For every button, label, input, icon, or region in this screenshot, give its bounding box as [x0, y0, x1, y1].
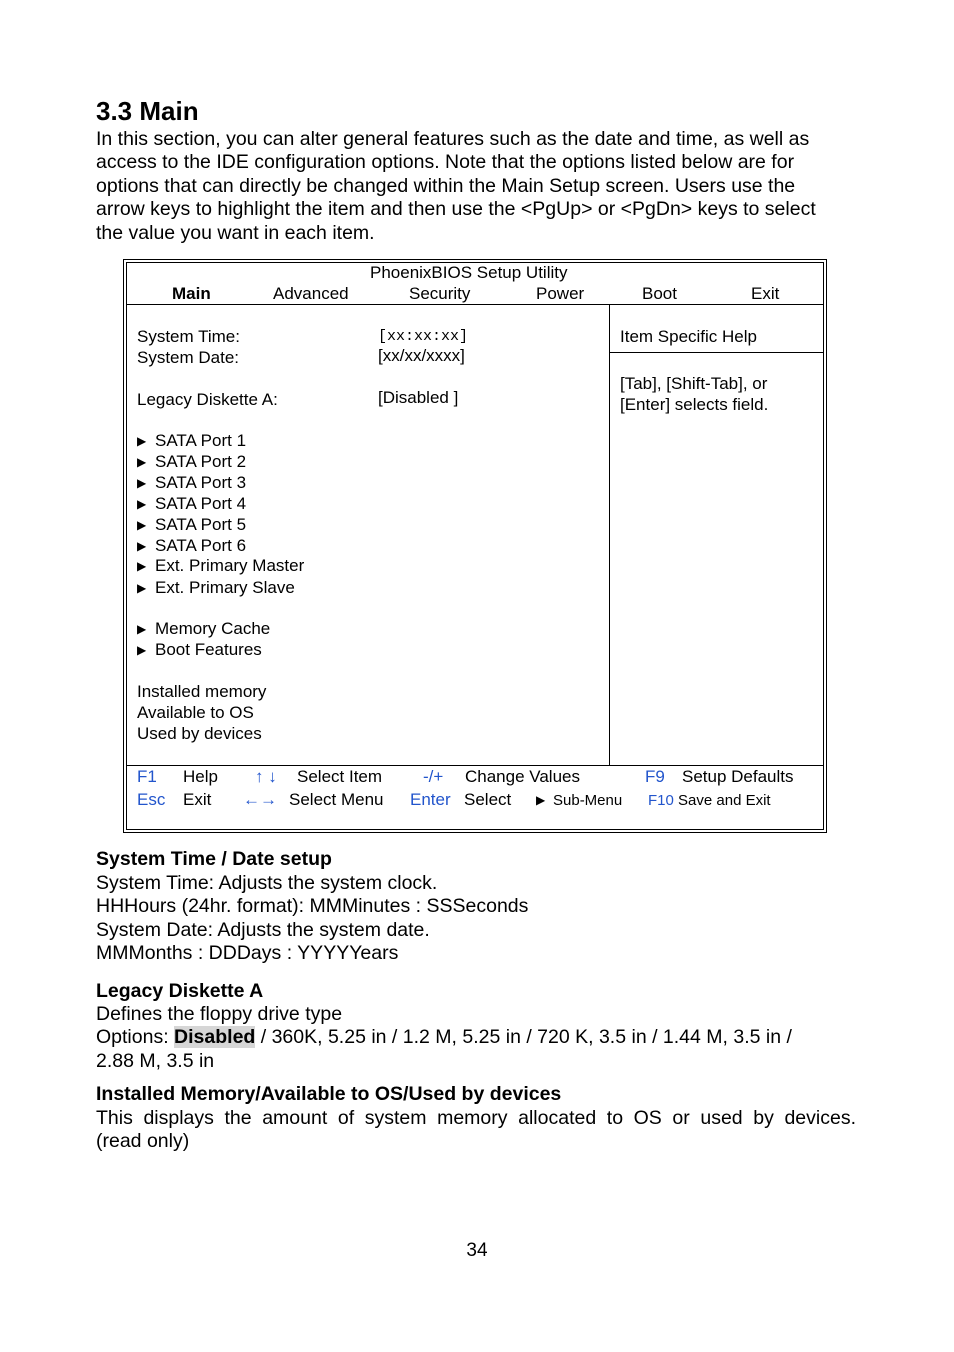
system-time-field[interactable]: [xx:xx:xx] — [378, 328, 469, 345]
help-title: Item Specific Help — [620, 327, 757, 346]
f9-key: F9 — [645, 767, 665, 786]
submenu-ext-primary-master[interactable]: ▶ Ext. Primary Master — [137, 556, 305, 575]
used-by-devices-label: Used by devices — [137, 724, 262, 743]
page-number: 34 — [466, 1240, 488, 1261]
f1-key: F1 — [137, 767, 157, 786]
esc-key: Esc — [137, 790, 166, 809]
submenu-sata-port-1[interactable]: ▶ SATA Port 1 — [137, 431, 247, 450]
triangle-right-icon: ▶ — [137, 476, 147, 490]
intro-paragraph — [96, 128, 856, 245]
help-text-line: [Tab], [Shift-Tab], or — [620, 374, 768, 393]
diskette-options-cont: 2.88 M, 3.5 in — [96, 1050, 215, 1072]
triangle-right-icon: ▶ — [536, 793, 546, 807]
intro-line: access to the IDE configuration options. Note that the options listed below are for — [96, 151, 795, 174]
f1-desc: Help — [183, 767, 218, 786]
intro-line: In this section, you can alter general features such as the date and time, as well as — [96, 128, 810, 150]
help-divider — [609, 304, 610, 765]
system-date-field[interactable]: [xx/xx/xxxx] — [378, 346, 465, 365]
triangle-right-icon: ▶ — [137, 455, 147, 469]
footer-divider — [127, 765, 823, 766]
triangle-right-icon: ▶ — [137, 539, 147, 553]
submenu-sata-port-5[interactable]: ▶ SATA Port 5 — [137, 515, 247, 534]
submenu-sata-port-6[interactable]: ▶ SATA Port 6 — [137, 536, 247, 555]
bios-title: PhoenixBIOS Setup Utility — [370, 263, 568, 282]
menu-main[interactable]: Main — [172, 284, 211, 303]
default-option-highlight: Disabled — [174, 1026, 256, 1048]
submenu-memory-cache[interactable]: ▶ Memory Cache — [137, 619, 271, 638]
menu-security[interactable]: Security — [409, 284, 471, 303]
submenu-sata-port-2[interactable]: ▶ SATA Port 2 — [137, 452, 247, 471]
triangle-right-icon: ▶ — [137, 581, 147, 595]
submenu-sata-port-3[interactable]: ▶ SATA Port 3 — [137, 473, 247, 492]
esc-desc: Exit — [183, 790, 212, 809]
help-title-divider — [609, 352, 823, 353]
submenu-boot-features[interactable]: ▶ Boot Features — [137, 640, 262, 659]
up-down-arrows-icon: ↑ ↓ — [255, 767, 277, 786]
installed-memory-label: Installed memory — [137, 682, 267, 701]
time-date-line: System Time: Adjusts the system clock. — [96, 872, 438, 894]
available-to-os-label: Available to OS — [137, 703, 254, 722]
f10-legend: F10 Save and Exit — [648, 792, 771, 809]
menu-exit[interactable]: Exit — [751, 284, 780, 303]
enter-key: Enter — [410, 790, 451, 809]
triangle-right-icon: ▶ — [137, 497, 147, 511]
triangle-right-icon: ▶ — [137, 518, 147, 532]
system-time-label: System Time: — [137, 327, 240, 346]
enter-desc: Select — [464, 790, 512, 809]
time-date-line: MMMonths : DDDays : YYYYYears — [96, 942, 399, 964]
intro-line: arrow keys to highlight the item and then use the <PgUp> or <PgDn> keys to select — [96, 198, 816, 221]
help-text-line: [Enter] selects field. — [620, 395, 769, 414]
legacy-diskette-label: Legacy Diskette A: — [137, 390, 278, 409]
time-date-line: HHHours (24hr. format): MMMinutes : SSSeconds — [96, 895, 529, 917]
memory-readonly-note: (read only) — [96, 1130, 190, 1152]
f9-desc: Setup Defaults — [682, 767, 794, 786]
submenu-sata-port-4[interactable]: ▶ SATA Port 4 — [137, 494, 247, 513]
leftright-desc: Select Menu — [289, 790, 384, 809]
time-date-line: System Date: Adjusts the system date. — [96, 919, 430, 941]
submenu-legend: ▶ Sub-Menu — [536, 792, 623, 809]
intro-line: the value you want in each item. — [96, 221, 375, 244]
memory-heading: Installed Memory/Available to OS/Used by devices — [96, 1083, 562, 1105]
minus-plus-desc: Change Values — [465, 767, 580, 786]
section-title: 3.3 Main — [96, 96, 199, 126]
triangle-right-icon: ▶ — [137, 559, 147, 573]
legacy-diskette-field[interactable]: [Disabled ] — [378, 388, 459, 407]
triangle-right-icon: ▶ — [137, 643, 147, 657]
triangle-right-icon: ▶ — [137, 434, 147, 448]
diskette-description: Defines the floppy drive type — [96, 1003, 343, 1025]
time-date-heading: System Time / Date setup — [96, 848, 332, 870]
system-date-label: System Date: — [137, 348, 240, 367]
submenu-ext-primary-slave[interactable]: ▶ Ext. Primary Slave — [137, 578, 295, 597]
diskette-options: Options: Disabled / 360K, 5.25 in / 1.2 M, 5.25 in / 720 K, 3.5 in / 1.44 M, 3.5 in / — [96, 1026, 792, 1048]
minus-plus-key: -/+ — [423, 767, 444, 786]
updown-desc: Select Item — [297, 767, 383, 786]
menu-boot[interactable]: Boot — [642, 284, 677, 303]
menu-divider — [127, 304, 823, 305]
left-right-arrows-icon: ←→ — [243, 790, 277, 809]
intro-line: options that can directly be changed within the Main Setup screen. Users use the — [96, 174, 796, 197]
menu-advanced[interactable]: Advanced — [273, 284, 349, 303]
diskette-heading: Legacy Diskette A — [96, 980, 264, 1002]
triangle-right-icon: ▶ — [137, 622, 147, 636]
menu-power[interactable]: Power — [536, 284, 585, 303]
memory-description: This displays the amount of system memory allocated to OS or used by devices. — [96, 1107, 856, 1129]
